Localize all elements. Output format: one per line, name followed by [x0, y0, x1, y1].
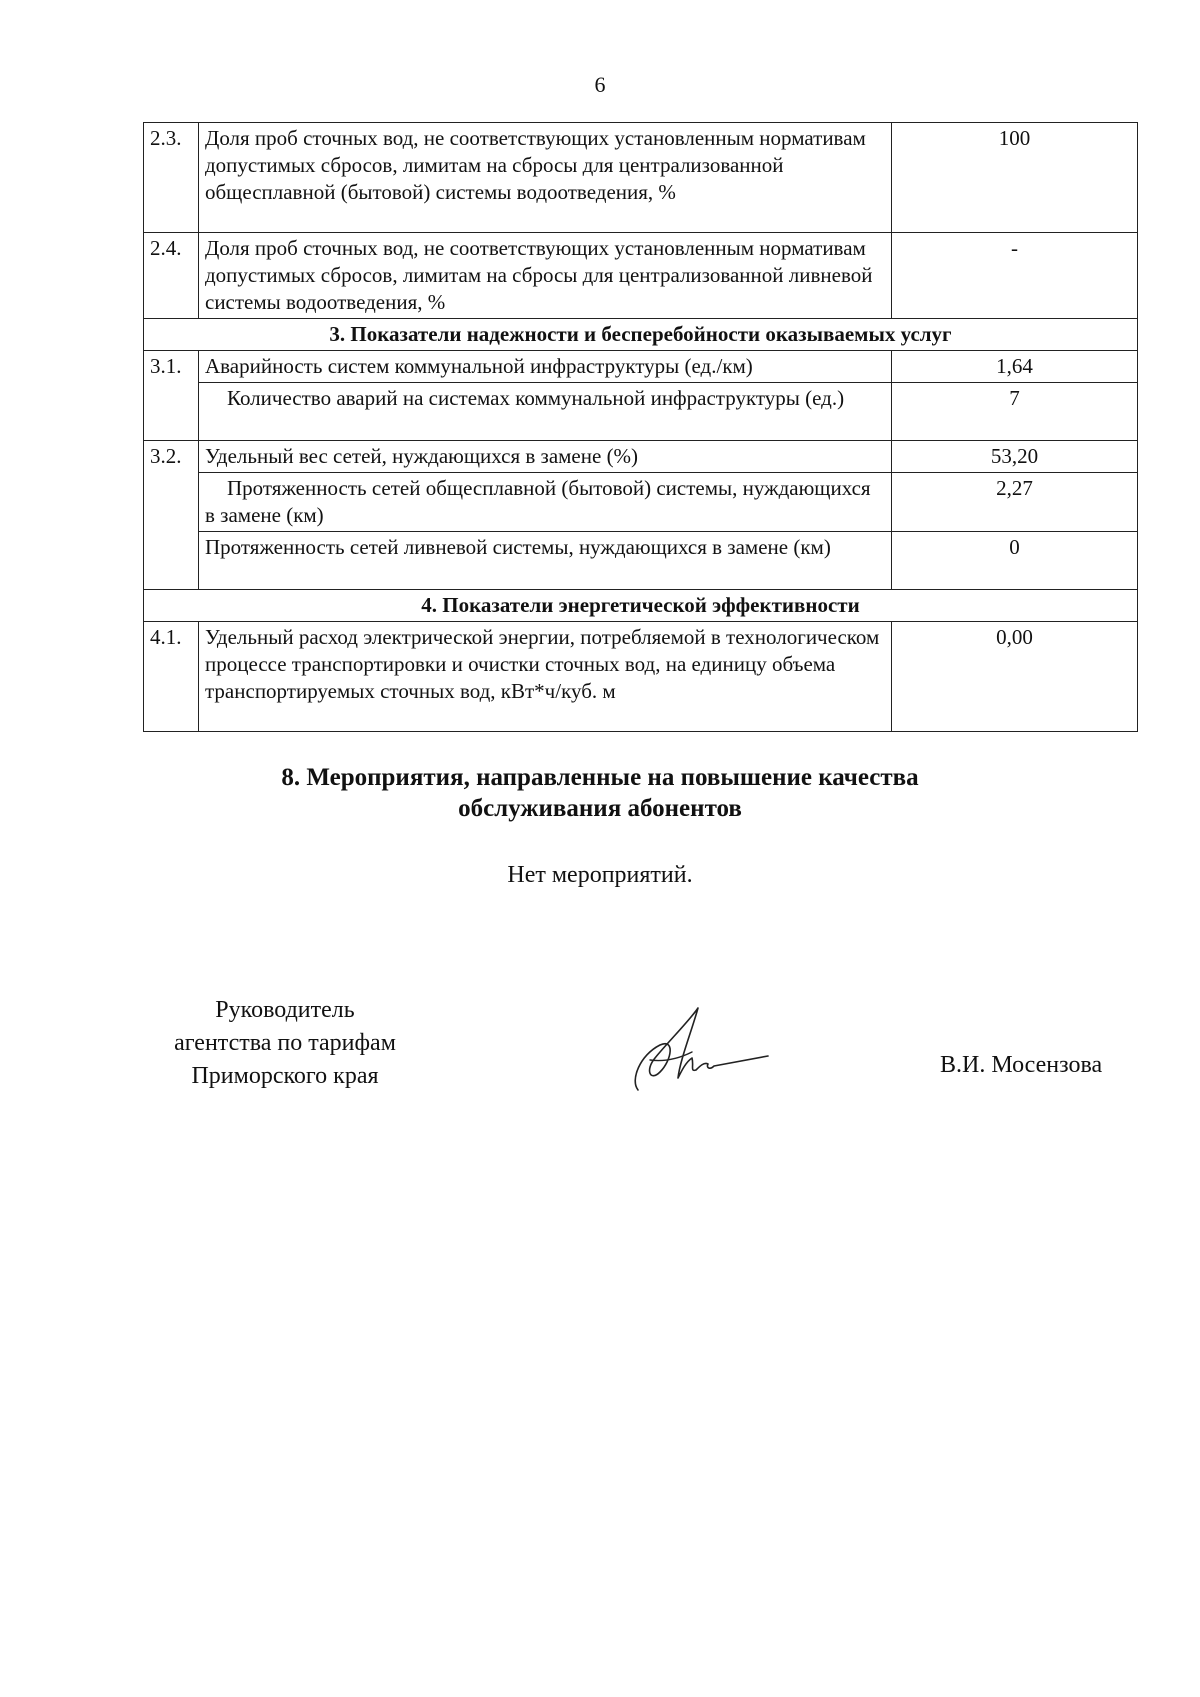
row-description: Протяженность сетей общесплавной (бытовой) системы, нуждающихся в замене (км)	[199, 473, 892, 532]
section-title	[0, 762, 1200, 824]
row-value: 100	[892, 123, 1138, 233]
row-description: Доля проб сточных вод, не соответствующих установленным нормативам допустимых сбросов, лимитам на сбросы для централизованной общесплавной (бытовой) системы водоотведения, %	[199, 123, 892, 233]
section-heading: 4. Показатели энергетической эффективности	[144, 590, 1138, 622]
row-description: Протяженность сетей ливневой системы, нуждающихся в замене (км)	[199, 532, 892, 590]
row-value: -	[892, 233, 1138, 319]
row-description: Удельный расход электрической энергии, потребляемой в технологическом процессе транспортировки и очистки сточных вод, на единицу объема транспортируемых сточных вод, кВт*ч/куб. м	[199, 622, 892, 732]
signer-position-line2: агентства по тарифам	[174, 1030, 396, 1056]
row-value: 53,20	[892, 441, 1138, 473]
row-value: 7	[892, 383, 1138, 441]
table-row	[144, 441, 1138, 473]
row-number: 3.2.	[144, 441, 199, 590]
signer-position-line3: Приморского края	[191, 1063, 379, 1089]
section-row	[144, 319, 1138, 351]
no-measures-text: Нет мероприятий.	[507, 862, 693, 888]
row-description: Удельный вес сетей, нуждающихся в замене (%)	[199, 441, 892, 473]
row-description: Аварийность систем коммунальной инфраструктуры (ед./км)	[199, 351, 892, 383]
table-row	[144, 532, 1138, 590]
row-value: 0,00	[892, 622, 1138, 732]
row-value: 2,27	[892, 473, 1138, 532]
row-value: 1,64	[892, 351, 1138, 383]
table-row	[144, 351, 1138, 383]
page-number: 6	[594, 72, 606, 97]
signer-name: В.И. Мосензова	[940, 1052, 1103, 1078]
table-row	[144, 233, 1138, 319]
section-heading: 3. Показатели надежности и бесперебойности оказываемых услуг	[144, 319, 1138, 351]
section-row	[144, 590, 1138, 622]
table-row	[144, 123, 1138, 233]
section-title-line2: обслуживания абонентов	[458, 795, 742, 822]
row-number: 2.4.	[144, 233, 199, 319]
signature-icon	[620, 1000, 770, 1100]
signer-position-line1: Руководитель	[215, 997, 355, 1023]
row-number: 3.1.	[144, 351, 199, 441]
table-row	[144, 473, 1138, 532]
table-row	[144, 383, 1138, 441]
table-row	[144, 622, 1138, 732]
row-description: Доля проб сточных вод, не соответствующих установленным нормативам допустимых сбросов, лимитам на сбросы для централизованной ливневой системы водоотведения, %	[199, 233, 892, 319]
row-number: 4.1.	[144, 622, 199, 732]
signer-position	[135, 994, 435, 1093]
indicators-table	[143, 122, 1138, 732]
section-title-line1: 8. Мероприятия, направленные на повышение качества	[281, 764, 919, 791]
row-value: 0	[892, 532, 1138, 590]
row-description: Количество аварий на системах коммунальной инфраструктуры (ед.)	[199, 383, 892, 441]
row-number: 2.3.	[144, 123, 199, 233]
